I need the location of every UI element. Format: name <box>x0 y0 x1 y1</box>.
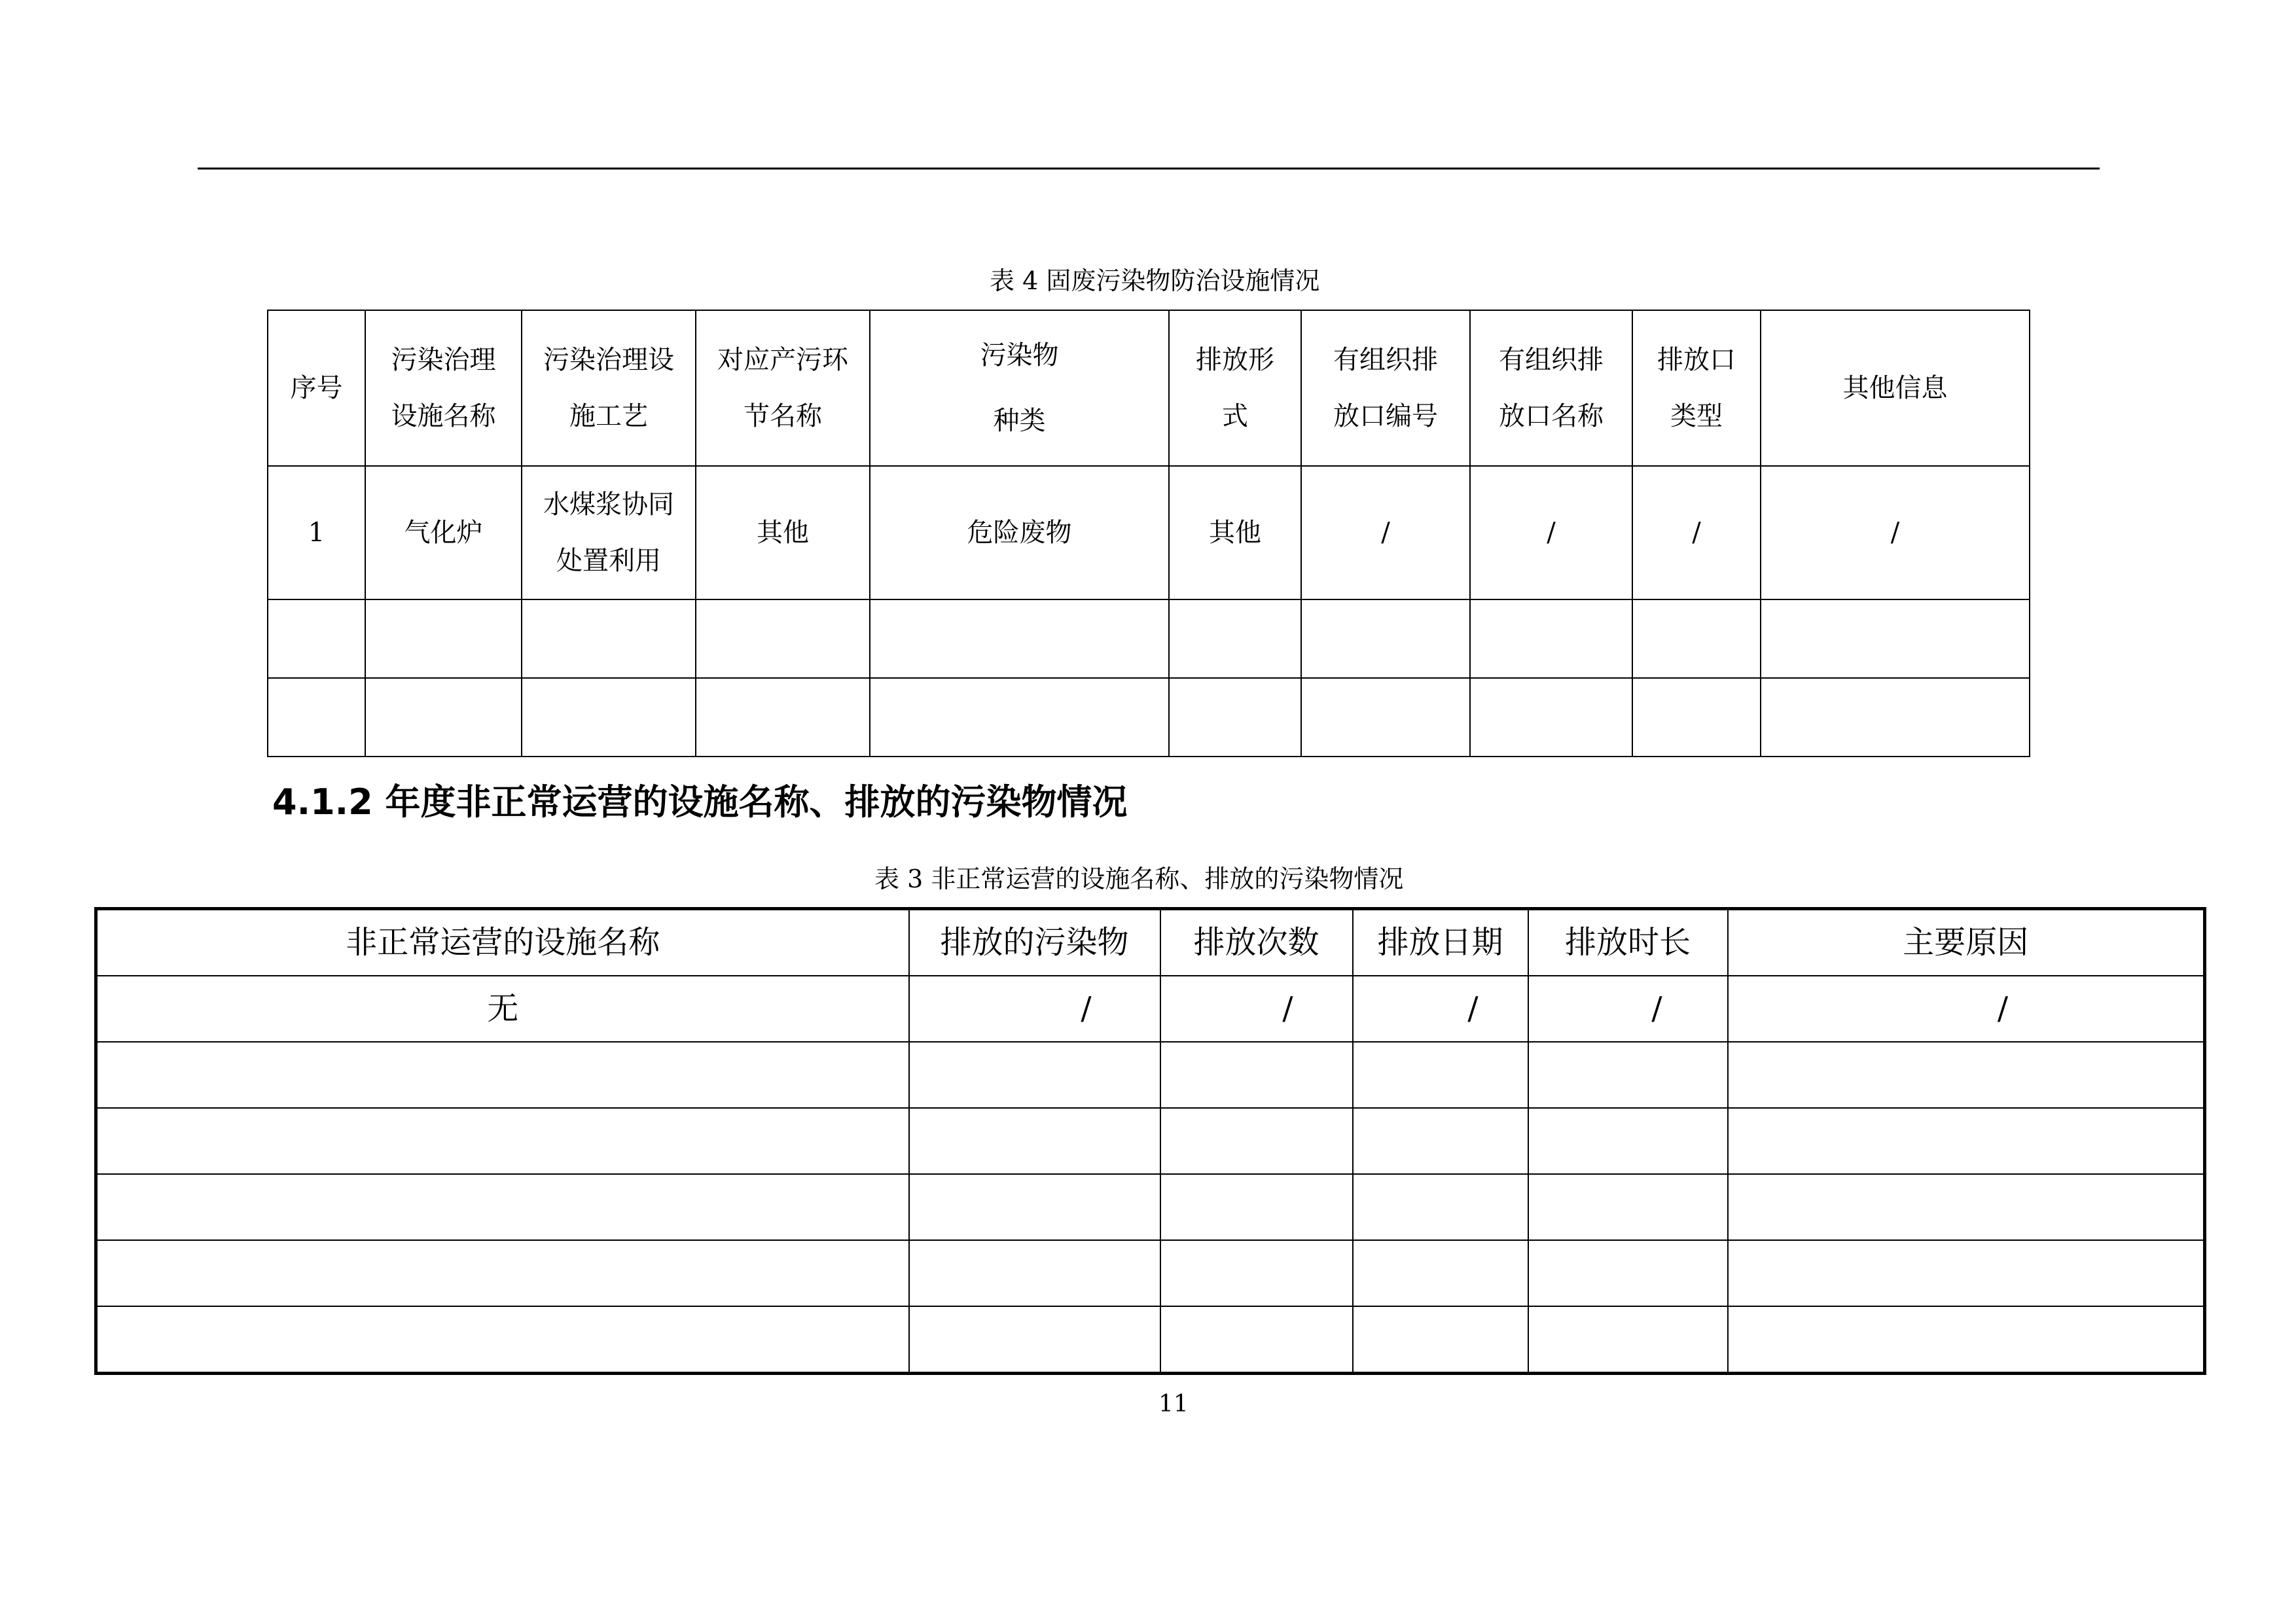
cell-main-reason: / <box>1728 976 2205 1042</box>
cell-discharge-form: 其他 <box>1169 466 1301 599</box>
table3-caption: 表 3 非正常运营的设施名称、排放的污染物情况 <box>874 865 1404 893</box>
page-number: 11 <box>1158 1391 1189 1418</box>
solid-waste-facilities-table <box>267 310 2030 757</box>
header-discharge-date: 排放日期 <box>1353 909 1528 976</box>
cell-pollutant: / <box>909 976 1160 1042</box>
cell-outlet-name: / <box>1470 466 1632 599</box>
cell-discharge-date: / <box>1353 976 1528 1042</box>
header-outlet-type: 排放口 类型 <box>1632 310 1761 466</box>
header-other-info: 其他信息 <box>1761 310 2030 466</box>
table4-caption: 表 4 固废污染物防治设施情况 <box>990 266 1320 295</box>
header-discharge-count: 排放次数 <box>1160 909 1353 976</box>
header-outlet-no: 有组织排 放口编号 <box>1301 310 1470 466</box>
cell-discharge-count: / <box>1160 976 1353 1042</box>
table-row <box>268 466 2030 599</box>
cell-discharge-duration: / <box>1528 976 1728 1042</box>
cell-facility-name: 无 <box>96 976 909 1042</box>
cell-process: 水煤浆协同 处置利用 <box>522 466 696 599</box>
header-stage: 对应产污环 节名称 <box>696 310 870 466</box>
table3-header-row <box>96 909 2205 976</box>
abnormal-operation-table <box>94 907 2206 1375</box>
table4-header-row <box>268 310 2030 466</box>
header-pollutant-type: 污染物 种类 <box>870 310 1169 466</box>
header-process: 污染治理设 施工艺 <box>522 310 696 466</box>
cell-pollutant-type: 危险废物 <box>870 466 1169 599</box>
cell-serial-no: 1 <box>268 466 365 599</box>
table-row <box>96 1240 2205 1306</box>
header-facility-name: 污染治理 设施名称 <box>365 310 522 466</box>
table-row <box>268 678 2030 757</box>
table-row <box>268 599 2030 678</box>
header-serial-no: 序号 <box>268 310 365 466</box>
header-rule <box>198 168 2100 169</box>
header-discharge-form: 排放形 式 <box>1169 310 1301 466</box>
header-main-reason: 主要原因 <box>1728 909 2205 976</box>
table-row <box>96 976 2205 1042</box>
header-discharge-duration: 排放时长 <box>1528 909 1728 976</box>
cell-facility-name: 气化炉 <box>365 466 522 599</box>
table-row <box>96 1108 2205 1174</box>
cell-stage: 其他 <box>696 466 870 599</box>
table-row <box>96 1306 2205 1374</box>
section-heading: 4.1.2 年度非正常运营的设施名称、排放的污染物情况 <box>272 781 1128 823</box>
cell-other-info: / <box>1761 466 2030 599</box>
header-pollutant: 排放的污染物 <box>909 909 1160 976</box>
cell-outlet-type: / <box>1632 466 1761 599</box>
header-outlet-name: 有组织排 放口名称 <box>1470 310 1632 466</box>
header-facility-name: 非正常运营的设施名称 <box>96 909 909 976</box>
table-row <box>96 1042 2205 1108</box>
cell-outlet-no: / <box>1301 466 1470 599</box>
table-row <box>96 1174 2205 1240</box>
